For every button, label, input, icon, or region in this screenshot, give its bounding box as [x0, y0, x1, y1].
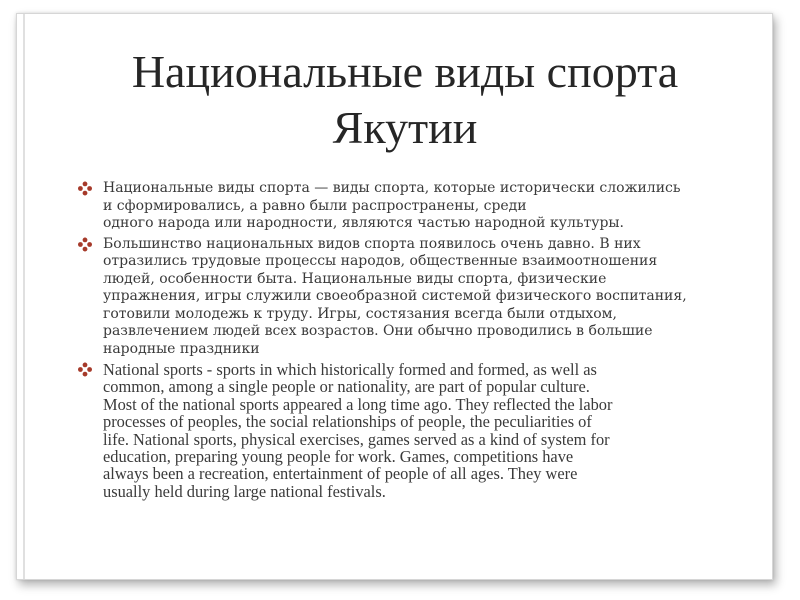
bullet-3-line-4: processes of peoples, the social relationships of people, the peculiarities of [103, 412, 592, 432]
slide-title-line-1: Национальные виды спорта [131, 46, 679, 97]
bullet-item-definition [103, 180, 728, 233]
ornamental-diamond-bullet-icon [77, 361, 93, 378]
bullet-3-line-1: National sports - sports in which historically formed and formed, as well as [103, 360, 597, 379]
bullet-2-line-3: людей, особенности быта. Национальные виды спорта, физические [103, 270, 607, 287]
bullet-3-line-7: always been a recreation, entertainment of people of all ages. They were [103, 464, 578, 484]
bullet-2-line-5: готовили молодежь к труду. Игры, состязания всегда были отдыхом, [103, 305, 617, 322]
bullet-1-line-2: и сформировались, а равно были распространены, среди [103, 197, 527, 214]
bullet-2-line-2: отразились трудовые процессы народов, общественные взаимоотношения [103, 253, 658, 269]
slide-title [60, 44, 750, 156]
bullet-2-line-7: народные праздники [103, 340, 260, 357]
bullet-2-line-1: Большинство национальных видов спорта появилось очень давно. В них [103, 235, 641, 252]
bullet-3-line-3: Most of the national sports appeared a long time ago. They reflected the labor [103, 394, 613, 414]
bullet-item-history [103, 236, 728, 359]
bullet-1-line-3: одного народа или народности, являются частью народной культуры. [103, 215, 624, 231]
bullet-3-line-5: life. National sports, physical exercises, games served as a kind of system for [103, 429, 610, 449]
bullet-3-line-6: education, preparing young people for work. Games, competitions have [103, 447, 574, 467]
bullet-2-line-6: развлечением людей всех возрастов. Они обычно проводились в большие [103, 323, 653, 339]
bullet-item-english [103, 361, 728, 500]
slide-title-line-2: Якутии [332, 102, 478, 153]
bullet-3-line-8: usually held during large national festivals. [103, 481, 386, 501]
bullet-2-line-4: упражнения, игры служили своеобразной системой физического воспитания, [103, 288, 687, 304]
bullet-3-line-2: common, among a single people or nationality, are part of popular culture. [103, 377, 590, 397]
bullet-list [103, 180, 728, 503]
ornamental-diamond-bullet-icon [77, 236, 93, 253]
slide-spine-line [23, 14, 25, 579]
bullet-1-line-1: Национальные виды спорта — виды спорта, которые исторически сложились [103, 180, 681, 196]
ornamental-diamond-bullet-icon [77, 180, 93, 197]
